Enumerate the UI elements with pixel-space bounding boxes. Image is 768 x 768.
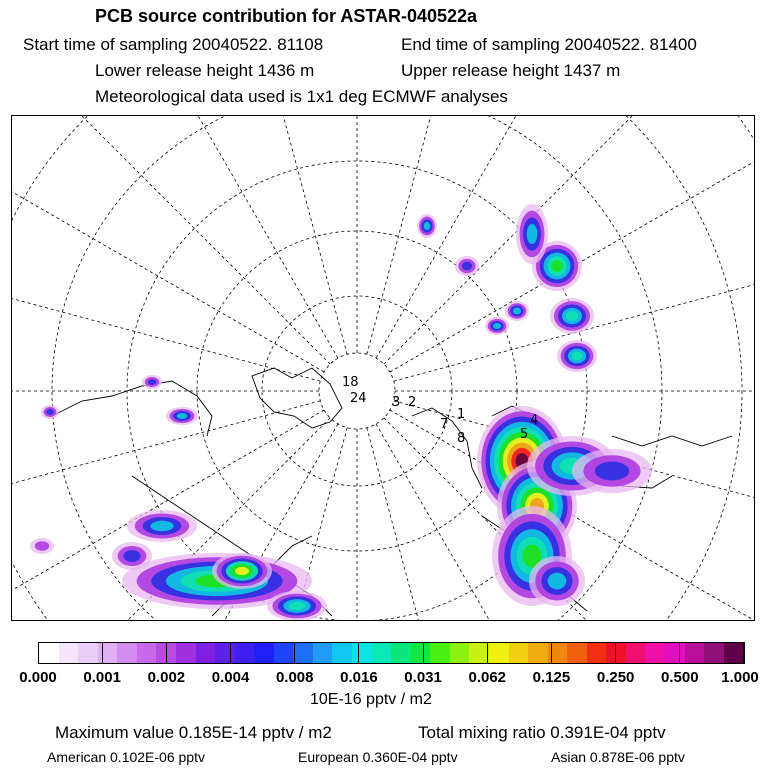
plume-contour — [123, 550, 140, 562]
trajectory-label: 18 — [342, 375, 359, 390]
colorbar-tick — [423, 642, 424, 664]
colorbar-cell — [665, 643, 685, 663]
colorbar-cell — [411, 643, 431, 663]
plume-contour — [551, 260, 563, 272]
plume-contour — [235, 567, 249, 575]
met-data-text: Meteorological data used is 1x1 deg ECMWF analyses — [95, 87, 508, 106]
colorbar — [38, 642, 744, 664]
plume-contour — [150, 521, 173, 532]
upper-release-text: Upper release height 1437 m — [401, 61, 621, 80]
plume-contour — [35, 541, 49, 551]
plume-contour — [595, 462, 629, 481]
colorbar-tick-label: 0.125 — [532, 669, 571, 686]
colorbar-tick-label: 0.004 — [211, 669, 250, 686]
asian-text: Asian 0.878E-06 pptv — [551, 749, 685, 765]
colorbar-tick-label: 0.000 — [19, 669, 57, 686]
plume-contour — [566, 311, 578, 321]
plume-contour — [513, 308, 521, 315]
colorbar-cell — [235, 643, 255, 663]
colorbar-cell — [645, 643, 665, 663]
colorbar-tick — [294, 642, 295, 664]
meridian-line — [12, 116, 324, 372]
colorbar-cell — [704, 643, 724, 663]
colorbar-tick-label: 0.031 — [404, 669, 442, 686]
colorbar-tick — [615, 642, 616, 664]
meridian-line — [12, 116, 338, 358]
trajectory-label: 5 — [520, 427, 529, 442]
concentration-plumes — [30, 204, 652, 621]
colorbar-tick — [166, 642, 167, 664]
colorbar-cell — [293, 643, 313, 663]
plume-contour — [289, 602, 305, 610]
colorbar-cell — [176, 643, 196, 663]
colorbar-tick — [102, 642, 103, 664]
plume-contour — [493, 323, 501, 329]
lower-release-text: Lower release height 1436 m — [95, 61, 315, 80]
colorbar-tick-label: 1.000 — [721, 669, 759, 686]
colorbar-cell — [509, 643, 529, 663]
colorbar-cell — [450, 643, 470, 663]
colorbar-cell — [391, 643, 411, 663]
colorbar-cell — [352, 643, 372, 663]
colorbar-cell — [528, 643, 548, 663]
colorbar-tick — [744, 642, 745, 664]
colorbar-cell — [685, 643, 705, 663]
american-text: American 0.102E-06 pptv — [47, 749, 205, 765]
plot-title: PCB source contribution for ASTAR-040522a — [95, 6, 478, 26]
meridian-line — [124, 116, 347, 354]
plume-contour — [424, 222, 431, 230]
colorbar-cell — [489, 643, 509, 663]
colorbar-tick — [679, 642, 680, 664]
trajectory-label: 4 — [530, 413, 539, 428]
colorbar-tick-label: 0.250 — [596, 669, 635, 686]
colorbar-units: 10E-16 pptv / m2 — [310, 691, 432, 708]
plume-contour — [527, 224, 538, 244]
max-value-text: Maximum value 0.185E-14 pptv / m2 — [55, 723, 332, 742]
trajectory-label: 7 — [440, 417, 449, 432]
start-time-text: Start time of sampling 20040522. 81108 — [23, 35, 324, 54]
colorbar-tick-label: 0.008 — [275, 669, 314, 686]
plume-contour — [46, 409, 54, 415]
colorbar-cell — [430, 643, 450, 663]
colorbar-cell — [59, 643, 79, 663]
plume-contour — [572, 352, 583, 361]
coastline — [612, 436, 732, 446]
colorbar-cell — [626, 643, 646, 663]
trajectory-label: 3 — [392, 395, 401, 410]
plume-contour — [462, 262, 472, 271]
map-canvas — [12, 116, 755, 621]
colorbar-tick-label: 0.062 — [468, 669, 507, 686]
total-mixing-text: Total mixing ratio 0.391E-04 pptv — [418, 723, 666, 742]
colorbar-tick — [551, 642, 552, 664]
colorbar-cell — [78, 643, 98, 663]
colorbar-tick — [230, 642, 231, 664]
colorbar-cell — [372, 643, 392, 663]
plume-contour — [177, 413, 188, 419]
european-text: European 0.360E-04 pptv — [298, 749, 458, 765]
colorbar-cell — [724, 643, 744, 663]
colorbar-tick — [38, 642, 39, 664]
meridian-line — [12, 158, 320, 381]
polar-map — [11, 115, 755, 621]
colorbar-tick — [358, 642, 359, 664]
plume-contour — [548, 573, 567, 590]
colorbar-tick — [487, 642, 488, 664]
trajectory-label: 8 — [457, 431, 466, 446]
meridian-line — [12, 116, 330, 364]
colorbar-cell — [332, 643, 352, 663]
colorbar-tick-label: 0.500 — [661, 669, 699, 686]
colorbar-tick-label: 0.002 — [147, 669, 186, 686]
colorbar-cell — [98, 643, 118, 663]
colorbar-cell — [567, 643, 587, 663]
end-time-text: End time of sampling 20040522. 81400 — [401, 35, 697, 54]
colorbar-cell — [196, 643, 216, 663]
colorbar-cell — [117, 643, 137, 663]
plume-contour — [148, 379, 157, 385]
trajectory-label: 24 — [350, 391, 367, 406]
colorbar-cell — [313, 643, 333, 663]
colorbar-tick-label: 0.001 — [83, 669, 121, 686]
colorbar-cell — [274, 643, 294, 663]
colorbar-cell — [254, 643, 274, 663]
colorbar-cell — [215, 643, 235, 663]
colorbar-cell — [137, 643, 157, 663]
colorbar-tick-label: 0.016 — [340, 669, 378, 686]
colorbar-cell — [587, 643, 607, 663]
trajectory-label: 2 — [408, 395, 417, 410]
trajectory-label: 1 — [457, 407, 466, 422]
colorbar-cell — [39, 643, 59, 663]
